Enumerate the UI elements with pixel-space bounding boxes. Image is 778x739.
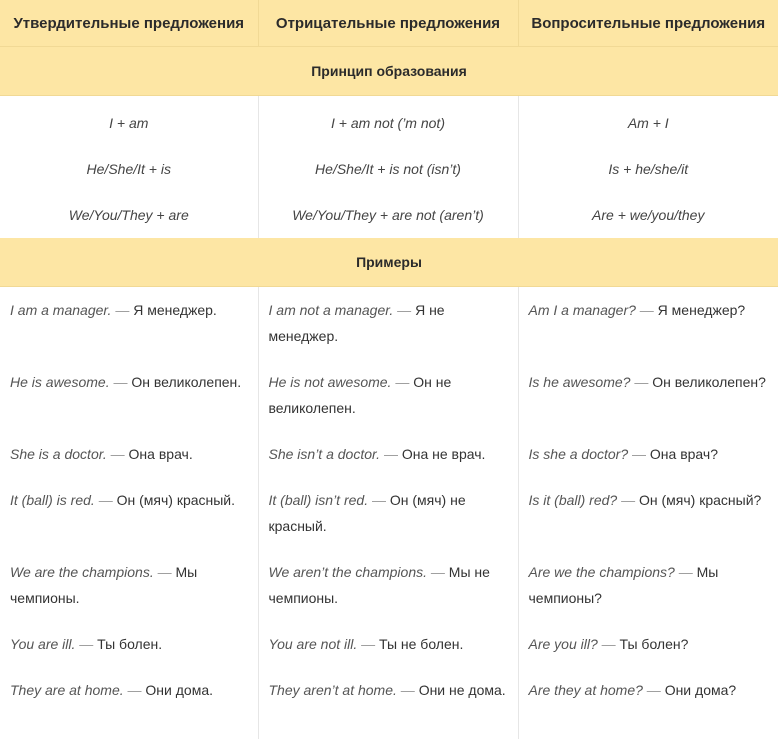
example-cell [258, 359, 518, 431]
example-cell [258, 287, 518, 360]
english-sentence: You are ill. [10, 636, 75, 652]
dash-separator: — [128, 682, 142, 698]
english-sentence: They aren’t at home. [269, 682, 397, 698]
russian-translation: Он великолепен. [131, 374, 241, 390]
russian-translation: Я менеджер? [658, 302, 746, 318]
english-sentence: Are they at home? [529, 682, 643, 698]
formula-cell: We/You/They + are [0, 192, 258, 238]
formula-cell: Are + we/you/they [518, 192, 778, 238]
english-sentence: It (ball) is red. [10, 492, 95, 508]
example-cell [0, 359, 258, 431]
formula-cell: Is + he/she/it [518, 146, 778, 192]
dash-separator: — [431, 564, 445, 580]
english-sentence: Are you ill? [529, 636, 598, 652]
dash-separator: — [634, 374, 648, 390]
dash-separator: — [602, 636, 616, 652]
section-title-examples: Примеры [0, 238, 778, 287]
example-row [0, 549, 778, 621]
example-cell [258, 667, 518, 739]
russian-translation: Она врач. [129, 446, 193, 462]
dash-separator: — [372, 492, 386, 508]
russian-translation: Она врач? [650, 446, 718, 462]
english-sentence: You are not ill. [269, 636, 358, 652]
dash-separator: — [115, 302, 129, 318]
formula-cell: I + am not (’m not) [258, 96, 518, 147]
english-sentence: Am I a manager? [529, 302, 636, 318]
example-row [0, 621, 778, 667]
russian-translation: Я не менеджер. [269, 302, 445, 344]
formula-row [0, 96, 778, 147]
dash-separator: — [397, 302, 411, 318]
dash-separator: — [679, 564, 693, 580]
formula-row [0, 146, 778, 192]
russian-translation: Ты болен? [620, 636, 689, 652]
russian-translation: Мы чемпионы? [529, 564, 719, 606]
example-cell [0, 431, 258, 477]
russian-translation: Он великолепен? [652, 374, 766, 390]
example-row [0, 667, 778, 739]
formula-cell: I + am [0, 96, 258, 147]
english-sentence: Are we the champions? [529, 564, 675, 580]
example-cell [518, 549, 778, 621]
example-cell [258, 477, 518, 549]
english-sentence: I am not a manager. [269, 302, 394, 318]
russian-translation: Он (мяч) красный. [117, 492, 235, 508]
english-sentence: He is awesome. [10, 374, 110, 390]
english-sentence: We are the champions. [10, 564, 154, 580]
example-cell [258, 621, 518, 667]
english-sentence: She isn’t a doctor. [269, 446, 381, 462]
russian-translation: Я менеджер. [133, 302, 217, 318]
example-cell [258, 431, 518, 477]
example-cell [518, 287, 778, 360]
dash-separator: — [395, 374, 409, 390]
english-sentence: He is not awesome. [269, 374, 392, 390]
example-row [0, 477, 778, 549]
dash-separator: — [158, 564, 172, 580]
russian-translation: Они дома? [665, 682, 736, 698]
russian-translation: Ты болен. [97, 636, 162, 652]
dash-separator: — [401, 682, 415, 698]
english-sentence: She is a doctor. [10, 446, 107, 462]
russian-translation: Он (мяч) не красный. [269, 492, 466, 534]
example-cell [258, 549, 518, 621]
dash-separator: — [111, 446, 125, 462]
english-sentence: Is he awesome? [529, 374, 631, 390]
dash-separator: — [361, 636, 375, 652]
example-cell [518, 667, 778, 739]
section-row-examples [0, 238, 778, 287]
dash-separator: — [621, 492, 635, 508]
russian-translation: Они дома. [145, 682, 213, 698]
dash-separator: — [113, 374, 127, 390]
dash-separator: — [79, 636, 93, 652]
russian-translation: Они не дома. [419, 682, 506, 698]
formula-cell: We/You/They + are not (aren’t) [258, 192, 518, 238]
example-row [0, 359, 778, 431]
header-row [0, 0, 778, 47]
section-title-formation: Принцип образования [0, 47, 778, 96]
dash-separator: — [384, 446, 398, 462]
english-sentence: They are at home. [10, 682, 124, 698]
dash-separator: — [640, 302, 654, 318]
dash-separator: — [632, 446, 646, 462]
russian-translation: Мы не чемпионы. [269, 564, 490, 606]
example-cell [0, 621, 258, 667]
russian-translation: Мы чемпионы. [10, 564, 197, 606]
example-cell [518, 359, 778, 431]
formula-row [0, 192, 778, 238]
russian-translation: Он (мяч) красный? [639, 492, 761, 508]
example-row [0, 287, 778, 360]
example-cell [518, 477, 778, 549]
example-cell [518, 621, 778, 667]
formula-cell: Am + I [518, 96, 778, 147]
english-sentence: Is it (ball) red? [529, 492, 618, 508]
russian-translation: Ты не болен. [379, 636, 463, 652]
example-cell [0, 287, 258, 360]
english-sentence: We aren’t the champions. [269, 564, 428, 580]
examples-body [0, 287, 778, 739]
header-affirmative: Утвердительные предложения [0, 0, 258, 47]
example-row [0, 431, 778, 477]
russian-translation: Она не врач. [402, 446, 486, 462]
dash-separator: — [647, 682, 661, 698]
english-sentence: I am a manager. [10, 302, 111, 318]
header-interrogative: Вопросительные предложения [518, 0, 778, 47]
example-cell [518, 431, 778, 477]
example-cell [0, 667, 258, 739]
header-negative: Отрицательные предложения [258, 0, 518, 47]
formula-cell: He/She/It + is [0, 146, 258, 192]
formula-cell: He/She/It + is not (isn’t) [258, 146, 518, 192]
section-row-formation [0, 47, 778, 96]
english-sentence: Is she a doctor? [529, 446, 629, 462]
example-cell [0, 549, 258, 621]
russian-translation: Он не великолепен. [269, 374, 452, 416]
example-cell [0, 477, 258, 549]
dash-separator: — [99, 492, 113, 508]
english-sentence: It (ball) isn’t red. [269, 492, 369, 508]
